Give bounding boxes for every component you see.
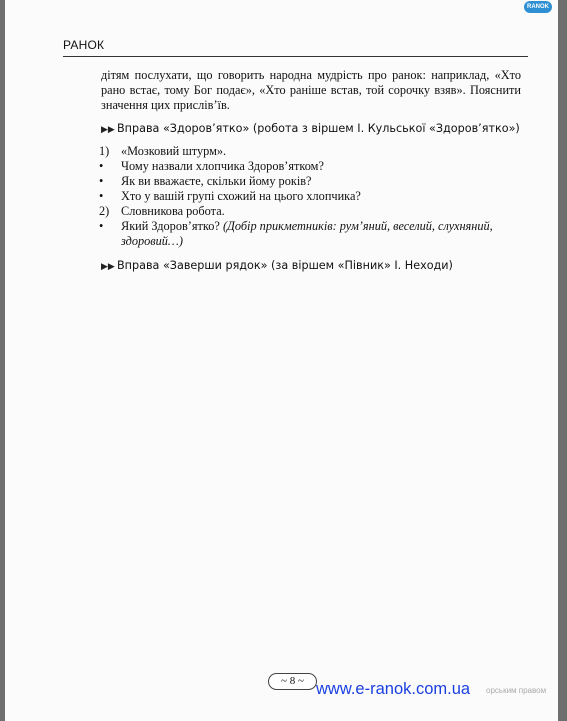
list-item: [101, 159, 521, 174]
list-item-question: Який Здоров’ятко?: [121, 219, 220, 233]
page-content: [101, 68, 521, 281]
running-header: РАНОК: [63, 38, 105, 52]
bullet: •: [99, 219, 104, 233]
page-number: ~ 8 ~: [268, 673, 317, 690]
list-item: [101, 219, 521, 249]
list-item: [101, 189, 521, 204]
watermark-url: www.e-ranok.com.ua: [316, 680, 471, 698]
list-item-text: Хто у вашій групі схожий на цього хлопчика?: [121, 189, 361, 203]
exercise-heading-1: [101, 121, 521, 138]
list-item-italic-note: (Добір прикметників: рум’яний, веселий, слухняний, здоровий…): [121, 219, 493, 248]
exercise-heading-1-text: Вправа «Здоров’ятко» (робота з віршем І. Кульської «Здоров’ятко»): [117, 122, 520, 135]
list-item-text: [121, 219, 521, 249]
list-item-text: Словникова робота.: [121, 204, 225, 218]
double-arrow-icon: ▶▶: [101, 262, 115, 272]
list-number: 2): [99, 204, 110, 218]
watermark-tail: орським правом: [486, 686, 547, 695]
list-item-text: Як ви вважаєте, скільки йому років?: [121, 174, 312, 188]
list-item: [101, 174, 521, 189]
exercise-heading-2-text: Вправа «Заверши рядок» (за віршем «Півник» І. Неходи): [117, 259, 453, 272]
exercise-heading-2: [101, 258, 521, 275]
document-page: [5, 0, 558, 721]
list-item-text: «Мозковий штурм».: [121, 144, 227, 158]
bullet: •: [99, 189, 104, 203]
bullet: •: [99, 174, 104, 188]
header-divider: [63, 56, 528, 57]
double-arrow-icon: ▶▶: [101, 125, 115, 135]
list-number: 1): [99, 144, 110, 158]
list-item: [101, 144, 521, 159]
list-item-text: Чому назвали хлопчика Здоров’ятком?: [121, 159, 324, 173]
bullet: •: [99, 159, 104, 173]
list-item: [101, 204, 521, 219]
publisher-logo: RANOK: [524, 1, 552, 13]
intro-paragraph: дітям послухати, що говорить народна мудрість про ранок: наприклад, «Хто рано встає, тому Бог подає», «Хто раніше встав, той сорочку взяв». Пояснити значення цих прислів’їв.: [101, 68, 521, 112]
